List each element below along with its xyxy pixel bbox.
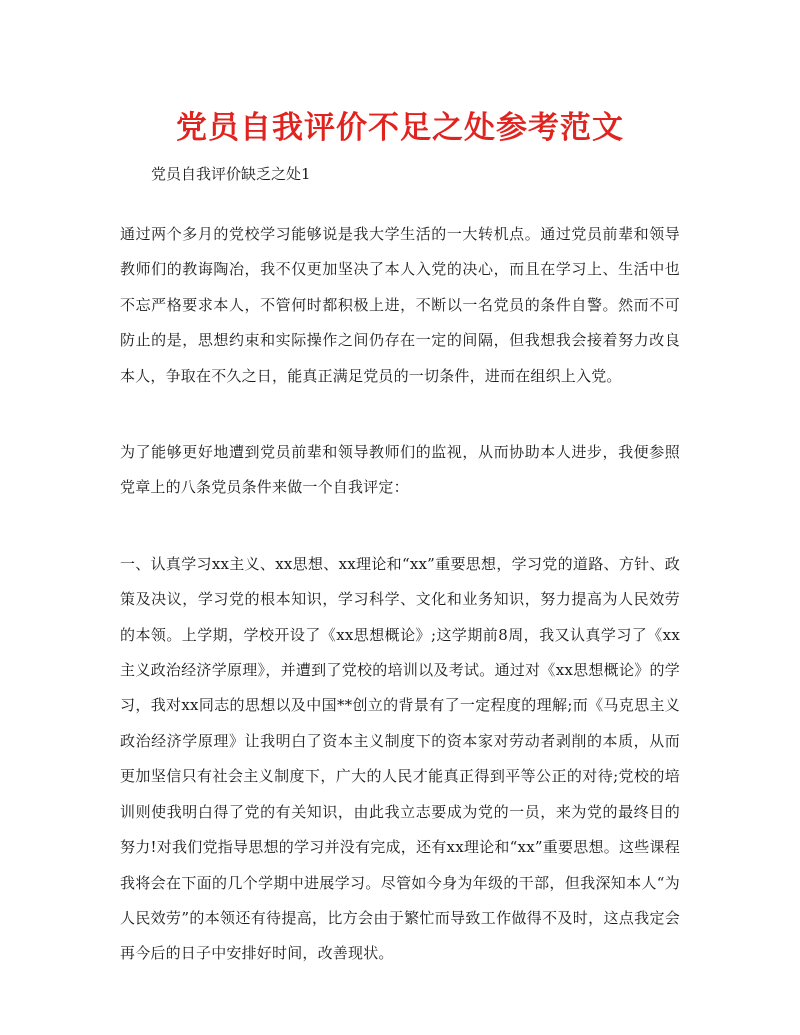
document-body [120, 217, 680, 1013]
document-title: 党员自我评价不足之处参考范文 [176, 110, 624, 146]
paragraph-2: 为了能够更好地遭到党员前辈和领导教师们的监视，从而协助本人进步，我便参照党章上的八条党员条件来做一个自我评定： [120, 443, 680, 497]
paragraph-3: 一、认真学习xx主义、xx思想、xx理论和“xx”重要思想，学习党的道路、方针、政策及决议，学习党的根本知识，学习科学、文化和业务知识，努力提高为人民效劳的本领。上学期，学校开设了《xx思想概论》;这学期前8周，我又认真学习了《xx主义政治经济学原理》，并遭到了党校的培训以及考试。通过对《xx思想概论》的学习，我对xx同志的思想以及中国**创立的背景有了一定程度的理解;而《马克思主义政治经济学原理》让我明白了资本主义制度下的资本家对劳动者剥削的本质，从而更加坚信只有社会主义制度下，广大的人民才能真正得到平等公正的对待;党校的培训则使我明白得了党的有关知识，由此我立志要成为党的一员，来为党的最终目的努力!对我们党指导思想的学习并没有完成，还有xx理论和“xx”重要思想。这些课程我将会在下面的几个学期中进展学习。尽管如今身为年级的干部，但我深知本人“为人民效劳”的本领还有待提高，比方会由于繁忙而导致工作做得不及时，这点我定会再今后的日子中安排好时间，改善现状。 [120, 554, 680, 963]
document-subtitle: 党员自我评价缺乏之处1 [151, 165, 311, 183]
paragraph-1: 通过两个多月的党校学习能够说是我大学生活的一大转机点。通过党员前辈和领导教师们的教诲陶冶，我不仅更加坚决了本人入党的决心，而且在学习上、生活中也不忘严格要求本人，不管何时都积极上进，不断以一名党员的条件自警。然而不可防止的是，思想约束和实际操作之间仍存在一定的间隔，但我想我会接着努力改良本人，争取在不久之日，能真正满足党员的一切条件，进而在组织上入党。 [120, 225, 680, 385]
